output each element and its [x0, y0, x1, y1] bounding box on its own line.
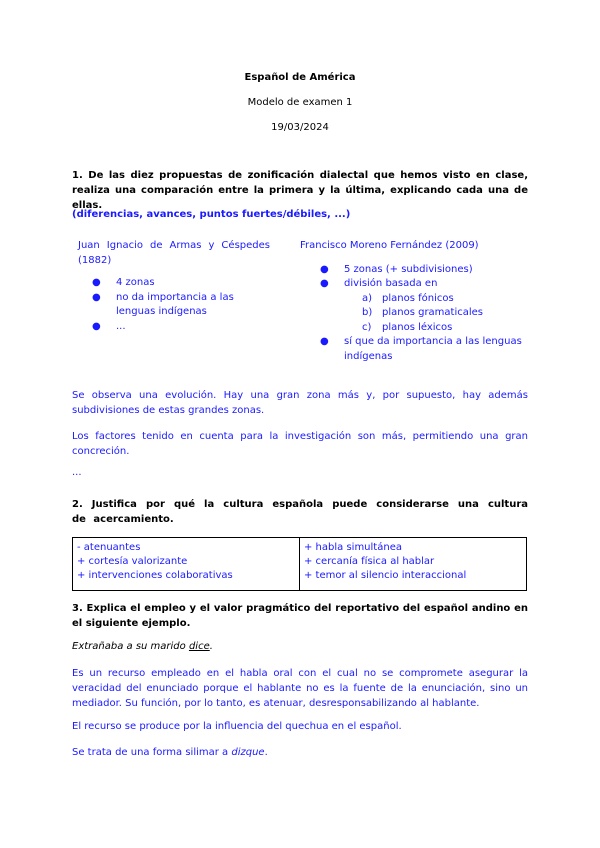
table-row [73, 538, 527, 591]
q1-answer-paragraph-2: Los factores tenido en cuenta para la investigación son más, permitiendo una gran concreción. [72, 431, 528, 457]
zonification-right-column [300, 239, 528, 364]
sub-list [344, 292, 528, 336]
culture-traits-table [72, 537, 527, 591]
question-1: 1. De las diez propuestas de zonificación dialectal que hemos visto en clase, realiza una comparación entre la primera y la última, explicando cada una de ellas. [72, 170, 528, 211]
bullet-icon: ● [320, 336, 329, 347]
q3-answer-paragraph-1: Es un recurso empleado en el habla oral con el cual no se compromete asegurar la veracidad del enunciado porque el hablante no es la fuente de la enunciación, sino un mediador. Su función, por lo tanto, es atenuar, desresponsabilizando al hablante. [72, 668, 528, 709]
sub-list-item: b) planos gramaticales [362, 307, 484, 318]
table-cell-right: + habla simultánea + cercanía física al hablar + temor al silencio interaccional [300, 538, 527, 591]
doc-subtitle: Modelo de examen 1 [247, 97, 353, 108]
list-item: ● 5 zonas (+ subdivisiones) [320, 263, 528, 278]
question-1-hint: (diferencias, avances, puntos fuertes/débiles, ...) [72, 209, 351, 220]
left-column-heading: Juan Ignacio de Armas y Céspedes (1882) [78, 240, 270, 266]
left-column-list [92, 276, 270, 334]
bullet-icon: ● [92, 291, 101, 303]
sub-list-item: c) planos léxicos [362, 321, 453, 333]
doc-title: Español de América [244, 72, 356, 83]
table-cell-left: - atenuantes + cortesía valorizante + intervenciones colaborativas [73, 538, 300, 591]
list-item: ● no da importancia a las lenguas indígenas [92, 291, 234, 317]
dizque-keyword: dizque [231, 747, 265, 758]
doc-date: 19/03/2024 [271, 122, 329, 133]
bullet-icon: ● [320, 263, 329, 275]
q3-example: Extrañaba a su marido dice. [72, 641, 213, 652]
list-item: ● 4 zonas [92, 276, 270, 291]
zonification-left-column [78, 239, 270, 334]
bullet-icon: ● [320, 278, 329, 289]
list-item: ● ... [92, 320, 270, 335]
list-item: ● división basada en a) planos fónicos b) planos gramaticales c) planos léxicos [320, 277, 528, 335]
list-item: ● sí que da importancia a las lenguas indígenas [320, 336, 522, 362]
question-2: 2. Justifica por qué la cultura española puede considerarse una cultura de acercamiento. [72, 499, 528, 525]
right-column-list [320, 263, 528, 365]
q3-answer-paragraph-2: El recurso se produce por la influencia del quechua en el español. [72, 721, 402, 732]
q1-ellipsis: ... [72, 467, 82, 478]
bullet-icon: ● [92, 320, 101, 332]
sub-list-item: a) planos fónicos [362, 292, 454, 304]
right-column-heading: Francisco Moreno Fernández (2009) [300, 240, 479, 251]
question-3: 3. Explica el empleo y el valor pragmático del reportativo del español andino en el siguiente ejemplo. [72, 603, 528, 629]
bullet-icon: ● [92, 277, 101, 288]
q1-answer-paragraph-1: Se observa una evolución. Hay una gran zona más y, por supuesto, hay además subdivisiones de estas grandes zonas. [72, 390, 528, 416]
q3-answer-paragraph-3: Se trata de una forma silimar a dizque. [72, 747, 268, 758]
example-keyword: dice [188, 641, 210, 652]
